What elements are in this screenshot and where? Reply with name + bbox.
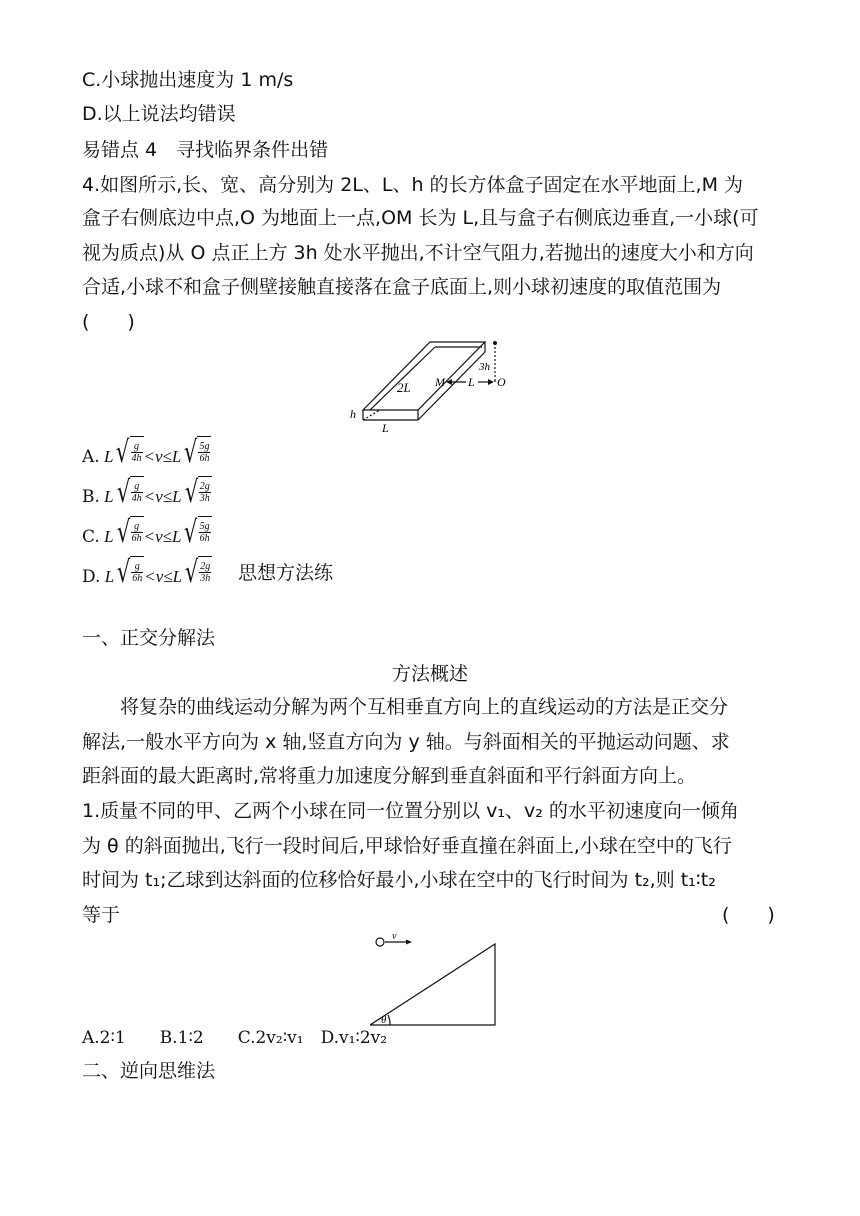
option-letter: B. — [82, 487, 100, 507]
section-heading-error-4: 易错点 4 寻找临界条件出错 — [82, 139, 329, 161]
box-diagram — [340, 330, 530, 435]
question-4-line-3: 视为质点)从 O 点正上方 3h 处水平抛出,不计空气阻力,若抛出的速度大小和方向 — [82, 242, 754, 264]
incline-diagram — [370, 930, 500, 1030]
upper-root: √ $\frac{5g}{6h}$ — [184, 435, 210, 470]
method-paragraph-2: 解法,一般水平方向为 x 轴,竖直方向为 y 轴。与斜面相关的平抛运动问题、求 — [82, 731, 730, 753]
question-4-line-4: 合适,小球不和盒子侧壁接触直接落在盒子底面上,则小球初速度的取值范围为 — [82, 276, 722, 298]
option-c-text: C.小球抛出速度为 1 m/s — [82, 69, 294, 91]
option-letter: D. — [82, 567, 101, 587]
label-theta: θ — [381, 1014, 387, 1026]
lower-root: √ $\frac{g}{4h}$ — [116, 475, 142, 510]
upper-root: √ $\frac{5g}{6h}$ — [184, 515, 210, 550]
label-M: M — [435, 375, 445, 389]
question-4-line-1: 4.如图所示,长、宽、高分别为 2L、L、h 的长方体盒子固定在水平地面上,M 为 — [82, 174, 744, 196]
upper-root: √ $\frac{2g}{3h}$ — [184, 475, 210, 510]
question-1-line-4: 等于 — [82, 904, 121, 926]
label-2L: 2L — [397, 380, 411, 395]
question-4-answer-paren: ( ) — [82, 311, 135, 333]
method-paragraph-1: 将复杂的曲线运动分解为两个互相垂直方向上的直线运动的方法是正交分 — [82, 696, 729, 718]
label-L-bottom: L — [382, 421, 389, 435]
label-L-mo: L — [468, 375, 475, 389]
option-4-b: B. L √ $\frac{g}{4h}$ <v≤L √ $\frac{2g}{3h}$ — [82, 475, 210, 510]
option-4-a: A. L √ $\frac{g}{4h}$ <v≤L √ $\frac{5g}{6h}$ — [82, 435, 210, 470]
label-h-side: h — [350, 407, 356, 421]
lower-root: √ $\frac{g}{4h}$ — [116, 435, 142, 470]
question-4-line-2: 盒子右侧底边中点,O 为地面上一点,OM 长为 L,且与盒子右侧底边垂直,一小球(可 — [82, 207, 759, 229]
question-1-line-3: 时间为 t₁;乙球到达斜面的位移恰好最小,小球在空中的飞行时间为 t₂,则 t₁∶t₂ — [82, 869, 716, 891]
question-1-line-1: 1.质量不同的甲、乙两个小球在同一位置分别以 v₁、v₂ 的水平初速度向一倾角 — [82, 800, 739, 822]
question-1-line-2: 为 θ 的斜面抛出,飞行一段时间后,甲球恰好垂直撞在斜面上,小球在空中的飞行 — [82, 835, 732, 857]
method-paragraph-3: 距斜面的最大距离时,常将重力加速度分解到垂直斜面和平行斜面方向上。 — [82, 765, 697, 787]
lower-root: √ $\frac{g}{6h}$ — [116, 515, 142, 550]
label-O: O — [497, 375, 506, 389]
option-letter: C. — [82, 527, 100, 547]
method-title: 方法概述 — [391, 663, 468, 685]
option-4-d: D. L √ $\frac{g}{6h}$ <v≤L √ $\frac{2g}{3h}$ — [82, 555, 211, 590]
option-4-c: C. L √ $\frac{g}{6h}$ <v≤L √ $\frac{5g}{6h}$ — [82, 515, 210, 550]
lower-root: √ $\frac{g}{6h}$ — [117, 555, 143, 590]
option-d-text: D.以上说法均错误 — [82, 103, 236, 125]
label-3h: 3h — [479, 361, 490, 373]
option-letter: A. — [82, 447, 100, 467]
section-heading-1: 一、正交分解法 — [82, 627, 216, 649]
question-1-answer-paren: ( ) — [722, 904, 775, 926]
question-1-options: A.2∶1 B.1∶2 C.2v₂∶v₁ D.v₁∶2v₂ — [82, 1028, 388, 1048]
sixiang-label: 思想方法练 — [238, 562, 334, 584]
section-heading-2: 二、逆向思维法 — [82, 1060, 216, 1082]
label-v: v — [392, 931, 397, 942]
upper-root: √ $\frac{2g}{3h}$ — [184, 555, 211, 590]
